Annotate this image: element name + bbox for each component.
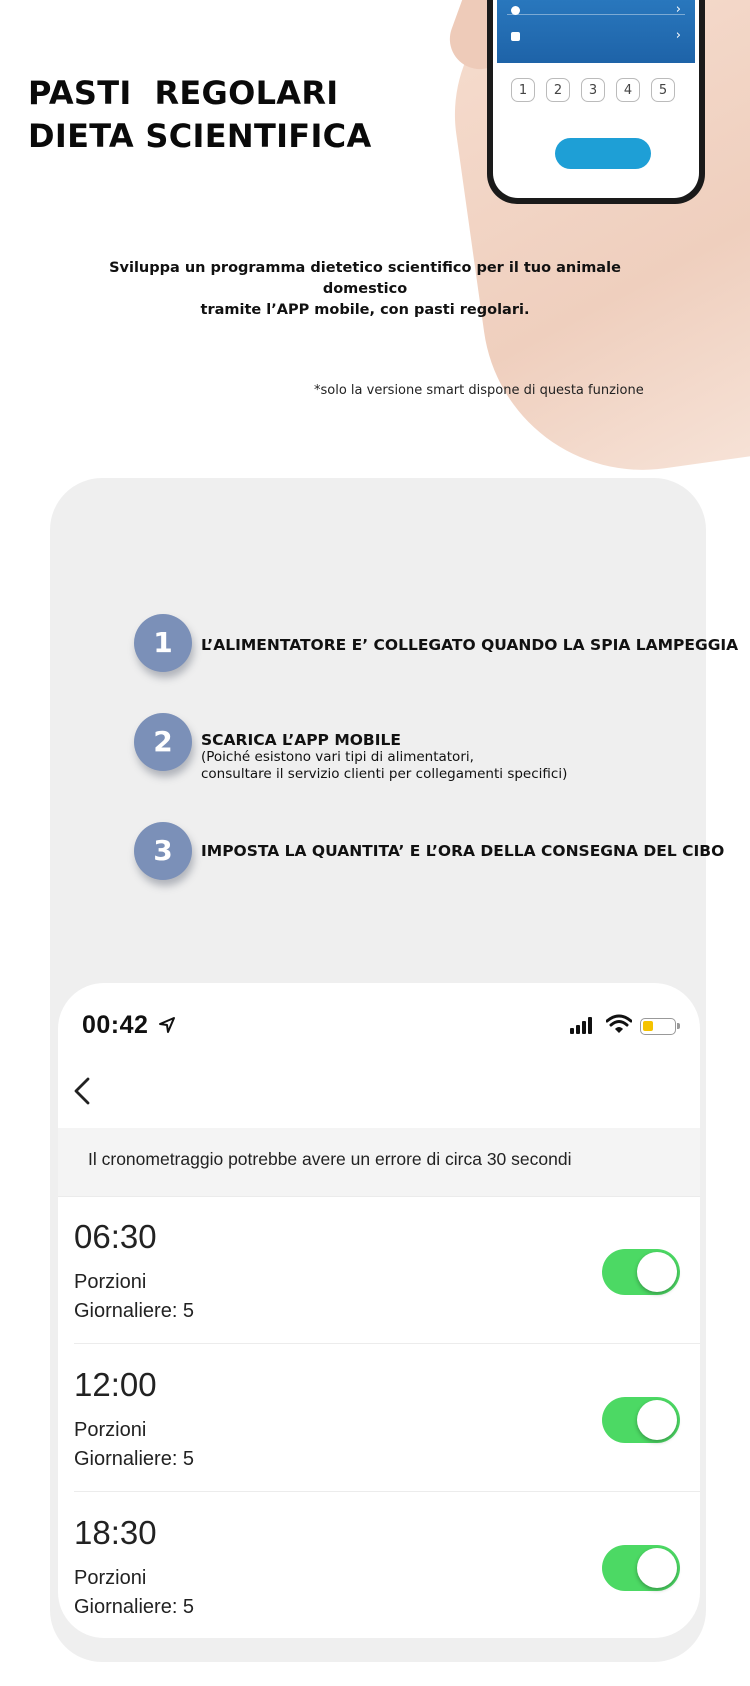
mini-portion-1: 1: [511, 78, 535, 102]
step-number-badge: 2: [134, 713, 192, 771]
chevron-right-icon: ›: [675, 2, 681, 17]
schedule-portions-line-2: Giornaliere: 5: [74, 1448, 195, 1470]
schedule-portions-line-2: Giornaliere: 5: [74, 1300, 195, 1322]
app-screen: [58, 983, 700, 1638]
step-2-subtitle-line-1: (Poiché esistono vari tipi di alimentatori,: [201, 749, 474, 765]
mini-phone-header: [497, 0, 695, 63]
schedule-row: [58, 1344, 700, 1492]
battery-icon: [640, 1018, 676, 1035]
mini-separator: [507, 14, 685, 15]
schedule-toggle[interactable]: [602, 1249, 680, 1295]
mini-row-clock: [511, 2, 681, 22]
schedule-toggle[interactable]: [602, 1397, 680, 1443]
step-number-badge: 3: [134, 822, 192, 880]
schedule-portions: [74, 1416, 274, 1474]
mini-row-list: [511, 28, 681, 48]
mini-portion-3: 3: [581, 78, 605, 102]
schedule-time: 18:30: [74, 1514, 157, 1551]
schedule-portions: [74, 1268, 274, 1326]
list-icon: [511, 32, 520, 41]
hero-description-line-1: Sviluppa un programma dietetico scientifico per il tuo animale domestico: [109, 260, 621, 297]
battery-level: [643, 1021, 653, 1031]
smart-version-note: *solo la versione smart dispone di questa funzione: [314, 383, 644, 398]
status-bar-time: 00:42: [82, 1011, 149, 1039]
step-2-text: [201, 731, 567, 783]
location-arrow-icon: [158, 1016, 176, 1034]
toggle-knob: [637, 1548, 677, 1588]
hero-title: [28, 72, 372, 158]
toggle-knob: [637, 1400, 677, 1440]
mini-portion-4: 4: [616, 78, 640, 102]
toggle-knob: [637, 1252, 677, 1292]
timing-warning-banner: [58, 1128, 700, 1197]
schedule-time: 12:00: [74, 1366, 157, 1403]
hero-title-line-1: PASTI REGOLARI: [28, 74, 339, 112]
schedule-toggle[interactable]: [602, 1545, 680, 1591]
mini-phone-screen: [493, 0, 699, 198]
step-2-title: SCARICA L’APP MOBILE: [201, 731, 401, 749]
schedule-portions-line-2: Giornaliere: 5: [74, 1596, 195, 1618]
mini-phone-illustration: [487, 0, 705, 204]
schedule-portions: [74, 1564, 274, 1622]
mini-portion-2: 2: [546, 78, 570, 102]
mini-confirm-button: [555, 138, 651, 169]
timing-warning-text: Il cronometraggio potrebbe avere un errore di circa 30 secondi: [88, 1149, 572, 1169]
mini-portion-selector: [511, 78, 675, 102]
schedule-time: 06:30: [74, 1218, 157, 1255]
step-1-title: L’ALIMENTATORE E’ COLLEGATO QUANDO LA SPIA LAMPEGGIA: [201, 636, 739, 654]
wifi-icon: [606, 1014, 632, 1034]
back-chevron-icon[interactable]: [70, 1073, 100, 1109]
step-2-subtitle-line-2: consultare il servizio clienti per collegamenti specifici): [201, 766, 568, 782]
signal-icon: [570, 1017, 592, 1034]
schedule-row: [58, 1492, 700, 1638]
mini-portion-5: 5: [651, 78, 675, 102]
schedule-portions-line-1: Porzioni: [74, 1419, 147, 1441]
hero-description: [70, 258, 660, 321]
step-3-title: IMPOSTA LA QUANTITA’ E L’ORA DELLA CONSEGNA DEL CIBO: [201, 842, 725, 860]
schedule-row: [58, 1196, 700, 1344]
step-number-badge: 1: [134, 614, 192, 672]
chevron-right-icon: ›: [675, 28, 681, 43]
schedule-portions-line-1: Porzioni: [74, 1567, 147, 1589]
schedule-portions-line-1: Porzioni: [74, 1271, 147, 1293]
hero-title-line-2: DIETA SCIENTIFICA: [28, 117, 372, 155]
hero-description-line-2: tramite l’APP mobile, con pasti regolari.: [200, 302, 530, 318]
